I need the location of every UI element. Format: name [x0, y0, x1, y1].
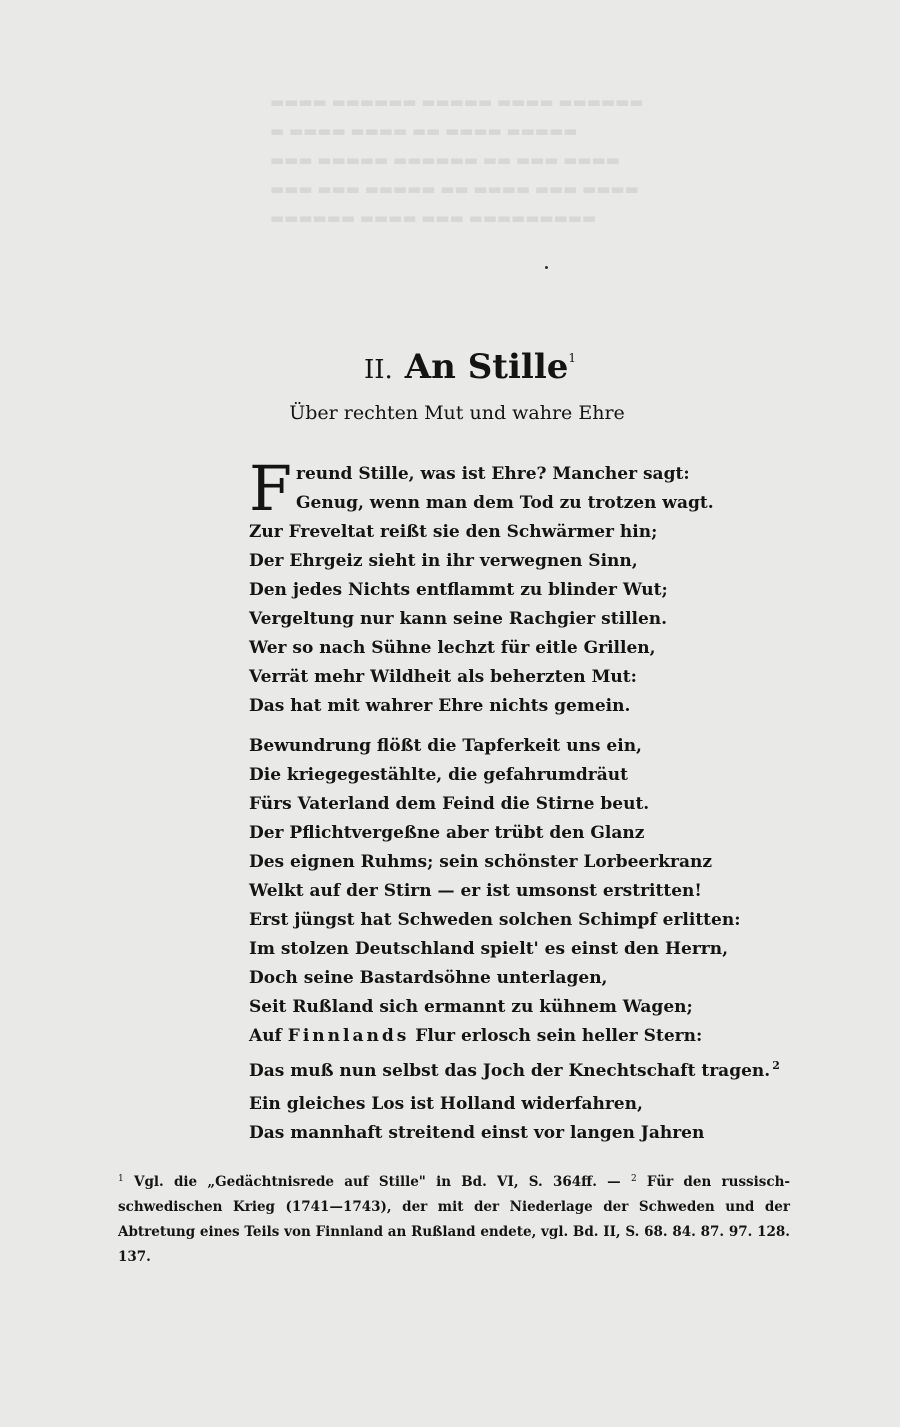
stanza-1 — [249, 452, 729, 721]
poem-title-text: An Stille — [404, 347, 569, 387]
verse-line: Die kriegegestählte, die gefahrumdräut — [249, 765, 628, 785]
verse-line: Genug, wenn man dem Tod zu trotzen wagt. — [296, 493, 714, 513]
verse-line: Im stolzen Deutschland spielt' es einst den Herrn, — [249, 939, 729, 959]
verse-line: Seit Rußland sich ermannt zu kühnem Wagen; — [249, 997, 693, 1017]
poem-title — [0, 338, 900, 390]
verse-line: Der Pflichtvergeßne aber trübt den Glanz — [249, 823, 645, 843]
verse-line: Des eignen Ruhms; sein schönster Lorbeerkranz — [249, 852, 712, 872]
verse-line: Zur Freveltat reißt sie den Schwärmer hin; — [249, 522, 658, 542]
footnote-1: Vgl. die „Gedächtnisrede auf Stille" in Bd. VI, S. 364ff. — — [133, 1174, 621, 1190]
footnote-mark: 1 — [118, 1174, 124, 1184]
verse-line: Verrät mehr Wildheit als beherzten Mut: — [249, 667, 637, 687]
verse-line: Der Ehrgeiz sieht in ihr verwegnen Sinn, — [249, 551, 638, 571]
verse-line: Erst jüngst hat Schweden solchen Schimpf erlitten: — [249, 910, 741, 930]
printer-mark — [545, 266, 548, 269]
verse-line: Den jedes Nichts entflammt zu blinder Wut; — [249, 580, 668, 600]
footnote-2: Für den russisch-schwedischen Krieg (1741—1743), der mit der Niederlage der Schweden und der Abtretung eines Teils von Finnland an Rußland endete, vgl. Bd. II, S. 68. 84. 87. 97. 128. 137. — [118, 1174, 791, 1265]
verse-line: Ein gleiches Los ist Holland widerfahren, — [249, 1094, 643, 1114]
spaced-word-finnlands: Finnlands — [287, 1026, 410, 1046]
title-footnote-ref: 1 — [568, 351, 577, 365]
footnote-mark: 2 — [630, 1174, 637, 1184]
verse-line: Das mannhaft streitend einst vor langen Jahren — [249, 1123, 705, 1143]
verse-line: Doch seine Bastardsöhne unterlagen, — [249, 968, 608, 988]
poem-subtitle: Über rechten Mut und wahre Ehre — [289, 402, 625, 424]
show-through-bleed: ▬▬▬▬ ▬▬▬▬▬▬ ▬▬▬▬▬ ▬▬▬▬ ▬▬▬▬▬▬ ▬ ▬▬▬▬ ▬▬▬▬ ▬▬ ▬▬▬▬ ▬▬▬▬▬ ▬▬▬ ▬▬▬▬▬ ▬▬▬▬▬▬ ▬▬ ▬▬▬ ▬▬▬▬ ▬▬▬ ▬▬▬ ▬▬▬▬▬ ▬▬ ▬▬▬▬ ▬▬▬ ▬▬▬▬ ▬▬▬▬▬▬ ▬▬▬▬ ▬▬▬ ▬▬▬▬▬▬▬▬▬ — [270, 93, 644, 227]
verse-line: Wer so nach Sühne lechzt für eitle Grillen, — [249, 638, 656, 658]
verse-line: Bewundrung flößt die Tapferkeit uns ein, — [249, 736, 642, 756]
stanza-2 — [249, 732, 780, 1081]
verse-line: Fürs Vaterland dem Feind die Stirne beut. — [249, 794, 650, 814]
verse-line: Vergeltung nur kann seine Rachgier stillen. — [249, 609, 668, 629]
verse-line: Welkt auf der Stirn — er ist umsonst erstritten! — [249, 881, 702, 901]
verse-segment: Das muß nun selbst das Joch der Knechtschaft tragen. — [249, 1061, 771, 1081]
verse-line: Das hat mit wahrer Ehre nichts gemein. — [249, 696, 631, 716]
footnotes — [118, 1167, 790, 1270]
verse-line — [249, 1022, 729, 1051]
verse-segment: Auf — [249, 1026, 288, 1046]
verse-line: reund Stille, was ist Ehre? Mancher sagt: — [296, 464, 690, 484]
poem-number: II. — [363, 355, 393, 385]
verse-line — [249, 1051, 780, 1081]
stanza-3 — [249, 1090, 729, 1148]
footnote-ref: 2 — [772, 1059, 780, 1072]
drop-cap: F — [249, 452, 293, 525]
verse-segment: Flur erlosch sein heller Stern: — [409, 1026, 703, 1046]
